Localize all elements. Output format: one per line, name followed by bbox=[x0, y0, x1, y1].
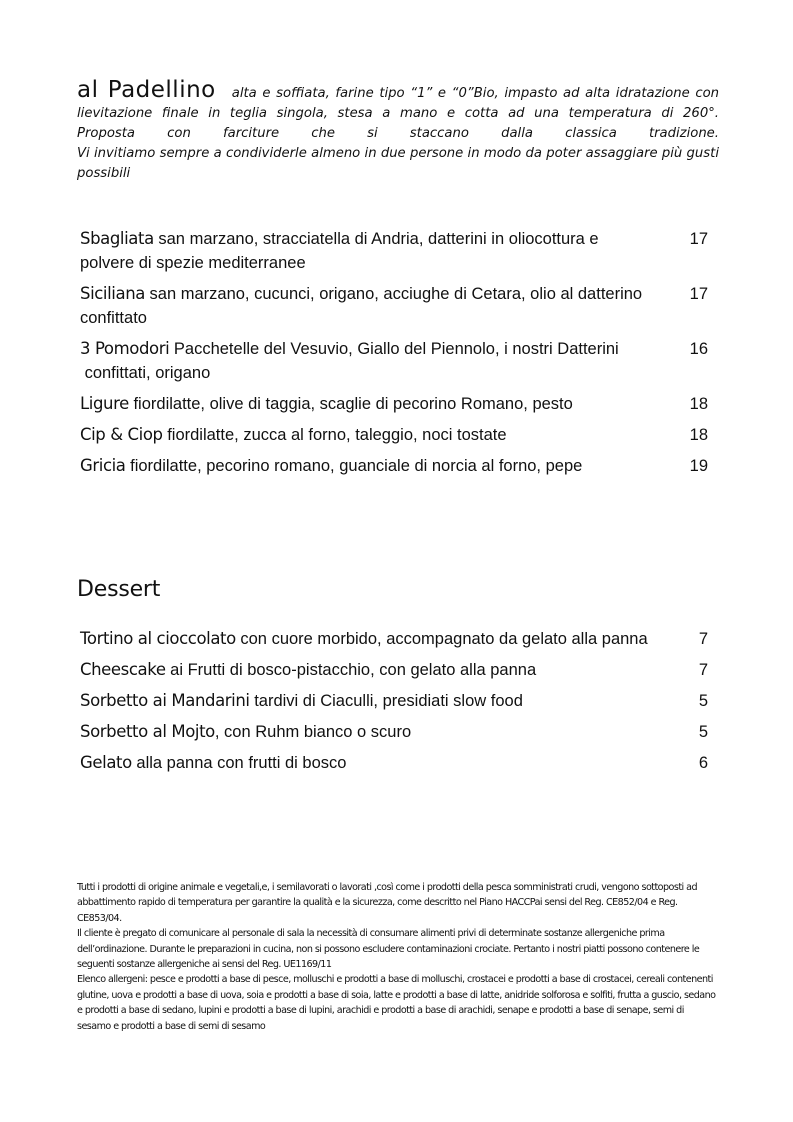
dish-name: Sorbetto ai Mandarini bbox=[80, 691, 250, 710]
allergen-footnote bbox=[77, 880, 717, 1034]
dish-description: confittati, origano bbox=[80, 364, 211, 382]
dish-name: Siciliana bbox=[80, 284, 145, 303]
section-title-padellino: al Padellino bbox=[77, 77, 216, 103]
dish-description: confittato bbox=[80, 309, 147, 327]
list-item bbox=[80, 720, 710, 744]
dish-description: san marzano, stracciatella di Andria, datterini in oliocottura e bbox=[153, 230, 599, 248]
dish-description: fiordilatte, olive di taggia, scaglie di pecorino Romano, pesto bbox=[128, 395, 573, 413]
footnote-paragraph: Tutti i prodotti di origine animale e vegetali,e, i semilavorati o lavorati ,così come i prodotti della pesca somministrati crudi, vengono sottoposti ad abbattimento rapido di temperatura per garantire la qualità e la sicurezza, come descritto nel Piano HACCPai sensi del Reg. CE852/04 e Reg. CE853/04. bbox=[77, 882, 698, 924]
intro-text: alta e soffiata, farine tipo “1” e “0”Bio, impasto ad alta idratazione con bbox=[231, 86, 720, 101]
list-item bbox=[80, 689, 710, 713]
dish-description: alla panna con frutti di bosco bbox=[131, 754, 347, 772]
dish-description: fiordilatte, pecorino romano, guanciale di norcia al forno, pepe bbox=[125, 457, 583, 475]
intro-line bbox=[77, 77, 720, 104]
dish-price: 16 bbox=[689, 340, 708, 358]
dish-description: , con Ruhm bianco o scuro bbox=[214, 723, 412, 741]
intro-line: Proposta con farciture che si staccano dalla classica tradizione. bbox=[77, 126, 719, 141]
list-item bbox=[80, 751, 710, 775]
dish-description: tardivi di Ciaculli, presidiati slow food bbox=[249, 692, 523, 710]
dish-description: Pacchetelle del Vesuvio, Giallo del Piennolo, i nostri Datterini bbox=[169, 340, 619, 358]
list-item bbox=[80, 282, 710, 330]
dish-price: 17 bbox=[689, 230, 708, 248]
dish-name: Gricia bbox=[80, 456, 126, 475]
dish-price: 6 bbox=[698, 754, 708, 772]
dish-name: Sorbetto al Mojto bbox=[80, 722, 215, 741]
dessert-list bbox=[80, 627, 710, 782]
list-item bbox=[80, 454, 710, 478]
dish-price: 18 bbox=[689, 426, 708, 444]
dish-price: 5 bbox=[698, 723, 708, 741]
dish-name: Tortino al cioccolato bbox=[80, 629, 236, 648]
dish-price: 5 bbox=[698, 692, 708, 710]
dish-description: polvere di spezie mediterranee bbox=[80, 254, 306, 272]
dish-price: 7 bbox=[698, 661, 708, 679]
dish-description: con cuore morbido, accompagnato da gelato alla panna bbox=[235, 630, 648, 648]
dish-price: 17 bbox=[689, 285, 708, 303]
dish-name: Gelato bbox=[80, 753, 132, 772]
list-item bbox=[80, 658, 710, 682]
dish-description: ai Frutti di bosco-pistacchio, con gelato alla panna bbox=[165, 661, 537, 679]
list-item bbox=[80, 627, 710, 651]
footnote-paragraph: Il cliente è pregato di comunicare al personale di sala la necessità di consumare alimenti privi di determinate sostanze allergeniche prima dell’ordinazione. Durante le preparazioni in cucina, non si possono escludere contaminazioni crociate. Pertanto i nostri piatti possono contenere le seguenti sostanze allergeniche ai sensi del Reg. UE1169/11 bbox=[77, 928, 700, 971]
list-item bbox=[80, 392, 710, 416]
dish-name: 3 Pomodori bbox=[80, 339, 170, 358]
intro-line: Vi invitiamo sempre a condividerle almeno in due persone in modo da poter assaggiare più gusti bbox=[77, 146, 719, 161]
list-item bbox=[80, 423, 710, 447]
footnote-paragraph: Elenco allergeni: pesce e prodotti a base di pesce, molluschi e prodotti a base di molluschi, crostacei e prodotti a base di crostacei, cereali contenenti glutine, uova e prodotti a base di uova, soia e prodotti a base di soia, latte e prodotti a base di latte, anidride solforosa e solfiti, frutta a guscio, sedano e prodotti a base di sedano, lupini e prodotti a base di lupini, arachidi e prodotti a base di arachidi, senape e prodotti a base di senape, semi di sesamo e prodotti a base di semi di sesamo bbox=[77, 974, 716, 1032]
dish-description: san marzano, cucunci, origano, acciughe di Cetara, olio al datterino bbox=[144, 285, 643, 303]
section-title-dessert: Dessert bbox=[77, 577, 161, 602]
pizza-list bbox=[80, 227, 710, 485]
dish-price: 18 bbox=[689, 395, 708, 413]
dish-name: Cip & Ciop bbox=[80, 425, 163, 444]
pizza-intro bbox=[77, 77, 720, 184]
dish-name: Sbagliata bbox=[80, 229, 154, 248]
intro-line: lievitazione finale in teglia singola, stesa a mano e cotta ad una temperatura di 260°. bbox=[77, 106, 719, 121]
dish-name: Cheescake bbox=[80, 660, 166, 679]
dish-name: Ligure bbox=[80, 394, 129, 413]
list-item bbox=[80, 227, 710, 275]
list-item bbox=[80, 337, 710, 385]
intro-line: possibili bbox=[77, 166, 131, 181]
dish-price: 7 bbox=[698, 630, 708, 648]
dish-description: fiordilatte, zucca al forno, taleggio, noci tostate bbox=[162, 426, 507, 444]
dish-price: 19 bbox=[689, 457, 708, 475]
